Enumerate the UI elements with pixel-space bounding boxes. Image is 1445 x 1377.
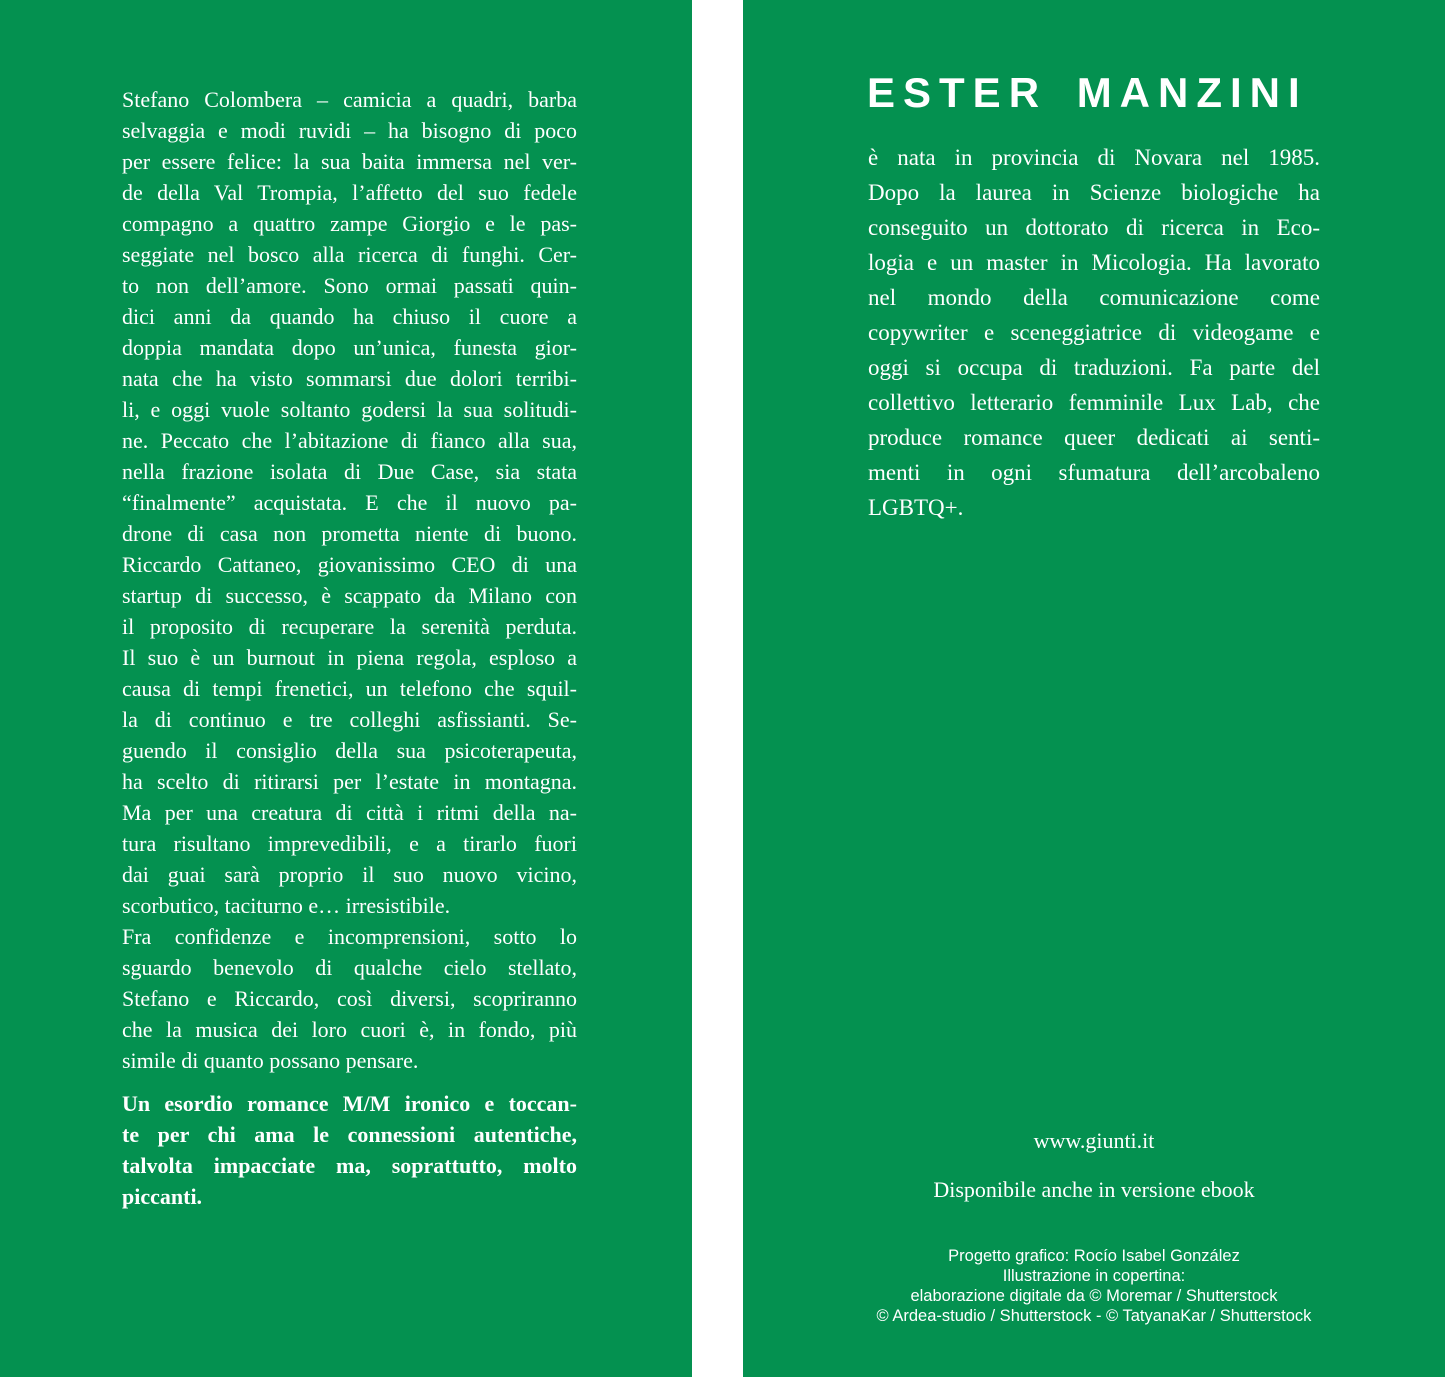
text-line: Fra confidenze e incomprensioni, sotto lo bbox=[122, 924, 577, 949]
text-line: compagno a quattro zampe Giorgio e le pas- bbox=[122, 211, 577, 236]
synopsis-text-block bbox=[122, 84, 577, 1212]
text-line: “finalmente” acquistata. E che il nuovo pa- bbox=[122, 490, 577, 515]
text-line: che la musica dei loro cuori è, in fondo, più bbox=[122, 1017, 577, 1042]
text-line: per essere felice: la sua baita immersa nel ver- bbox=[122, 149, 577, 174]
text-line: to non dell’amore. Sono ormai passati quin- bbox=[122, 273, 577, 298]
left-flap bbox=[0, 0, 692, 1377]
text-line: li, e oggi vuole soltanto godersi la sua solitudi- bbox=[122, 397, 577, 422]
publisher-website: www.giunti.it bbox=[1033, 1128, 1155, 1153]
credit-line: elaborazione digitale da © Moremar / Shutterstock bbox=[910, 1287, 1278, 1305]
synopsis-paragraph bbox=[122, 921, 577, 1076]
credit-line: Progetto grafico: Rocío Isabel González bbox=[948, 1247, 1240, 1265]
back-flap bbox=[743, 0, 1445, 1377]
text-line: ha scelto di ritirarsi per l’estate in montagna. bbox=[122, 769, 577, 794]
text-line: la di continuo e tre colleghi asfissianti. Se- bbox=[122, 707, 577, 732]
credit-line: Illustrazione in copertina: bbox=[1002, 1267, 1186, 1285]
text-line: drone di casa non prometta niente di buono. bbox=[122, 521, 577, 546]
synopsis-paragraph bbox=[122, 84, 577, 921]
text-line: doppia mandata dopo un’unica, funesta gior- bbox=[122, 335, 577, 360]
text-line: te per chi ama le connessioni autentiche, bbox=[122, 1122, 577, 1147]
ebook-availability-note: Disponibile anche in versione ebook bbox=[933, 1177, 1255, 1202]
text-line: tura risultano imprevedibili, e a tirarlo fuori bbox=[122, 831, 577, 856]
text-line: menti in ogni sfumatura dell’arcobaleno bbox=[868, 460, 1320, 485]
text-line: causa di tempi frenetici, un telefono che squil- bbox=[122, 676, 577, 701]
text-line: guendo il consiglio della sua psicoterapeuta, bbox=[122, 738, 577, 763]
text-line: scorbutico, taciturno e… irresistibile. bbox=[122, 893, 451, 918]
text-line: dai guai sarà proprio il suo nuovo vicino, bbox=[122, 862, 577, 887]
text-line: piccanti. bbox=[122, 1184, 203, 1209]
text-line: il proposito di recuperare la serenità perduta. bbox=[122, 614, 577, 639]
text-line: talvolta impacciate ma, soprattutto, molto bbox=[122, 1153, 577, 1178]
text-line: nata che ha visto sommarsi due dolori terribi- bbox=[122, 366, 577, 391]
text-line: collettivo letterario femminile Lux Lab, che bbox=[868, 390, 1320, 415]
text-line: è nata in provincia di Novara nel 1985. bbox=[868, 145, 1320, 170]
text-line: Riccardo Cattaneo, giovanissimo CEO di una bbox=[122, 552, 577, 577]
text-line: produce romance queer dedicati ai senti- bbox=[868, 425, 1320, 450]
text-line: oggi si occupa di traduzioni. Fa parte del bbox=[868, 355, 1320, 380]
text-line: Stefano Colombera – camicia a quadri, barba bbox=[122, 87, 577, 112]
text-line: seggiate nel bosco alla ricerca di funghi. Cer- bbox=[122, 242, 577, 267]
text-line: conseguito un dottorato di ricerca in Eco- bbox=[868, 215, 1320, 240]
text-line: Un esordio romance M/M ironico e toccan- bbox=[122, 1091, 577, 1116]
text-line: dici anni da quando ha chiuso il cuore a bbox=[122, 304, 577, 329]
text-line: Dopo la laurea in Scienze biologiche ha bbox=[868, 180, 1320, 205]
author-name: ESTER MANZINI bbox=[867, 69, 1308, 116]
text-line: sguardo benevolo di qualche cielo stellato, bbox=[122, 955, 577, 980]
text-line: Stefano e Riccardo, così diversi, scopriranno bbox=[122, 986, 577, 1011]
text-line: copywriter e sceneggiatrice di videogame e bbox=[868, 320, 1320, 345]
author-bio-block bbox=[868, 140, 1320, 525]
synopsis-paragraph bbox=[122, 1088, 577, 1212]
text-line: Ma per una creatura di città i ritmi della na- bbox=[122, 800, 577, 825]
text-line: selvaggia e modi ruvidi – ha bisogno di poco bbox=[122, 118, 577, 143]
credits-block bbox=[743, 1246, 1445, 1326]
text-line: nel mondo della comunicazione come bbox=[868, 285, 1320, 310]
text-line: ne. Peccato che l’abitazione di fianco alla sua, bbox=[122, 428, 577, 453]
credit-line: © Ardea-studio / Shutterstock - © TatyanaKar / Shutterstock bbox=[876, 1307, 1312, 1325]
text-line: startup di successo, è scappato da Milano con bbox=[122, 583, 577, 608]
text-line: Il suo è un burnout in piena regola, esploso a bbox=[122, 645, 577, 670]
text-line: logia e un master in Micologia. Ha lavorato bbox=[868, 250, 1320, 275]
text-line: nella frazione isolata di Due Case, sia stata bbox=[122, 459, 577, 484]
text-line: de della Val Trompia, l’affetto del suo fedele bbox=[122, 180, 577, 205]
text-line: simile di quanto possano pensare. bbox=[122, 1048, 419, 1073]
text-line: LGBTQ+. bbox=[868, 495, 964, 520]
